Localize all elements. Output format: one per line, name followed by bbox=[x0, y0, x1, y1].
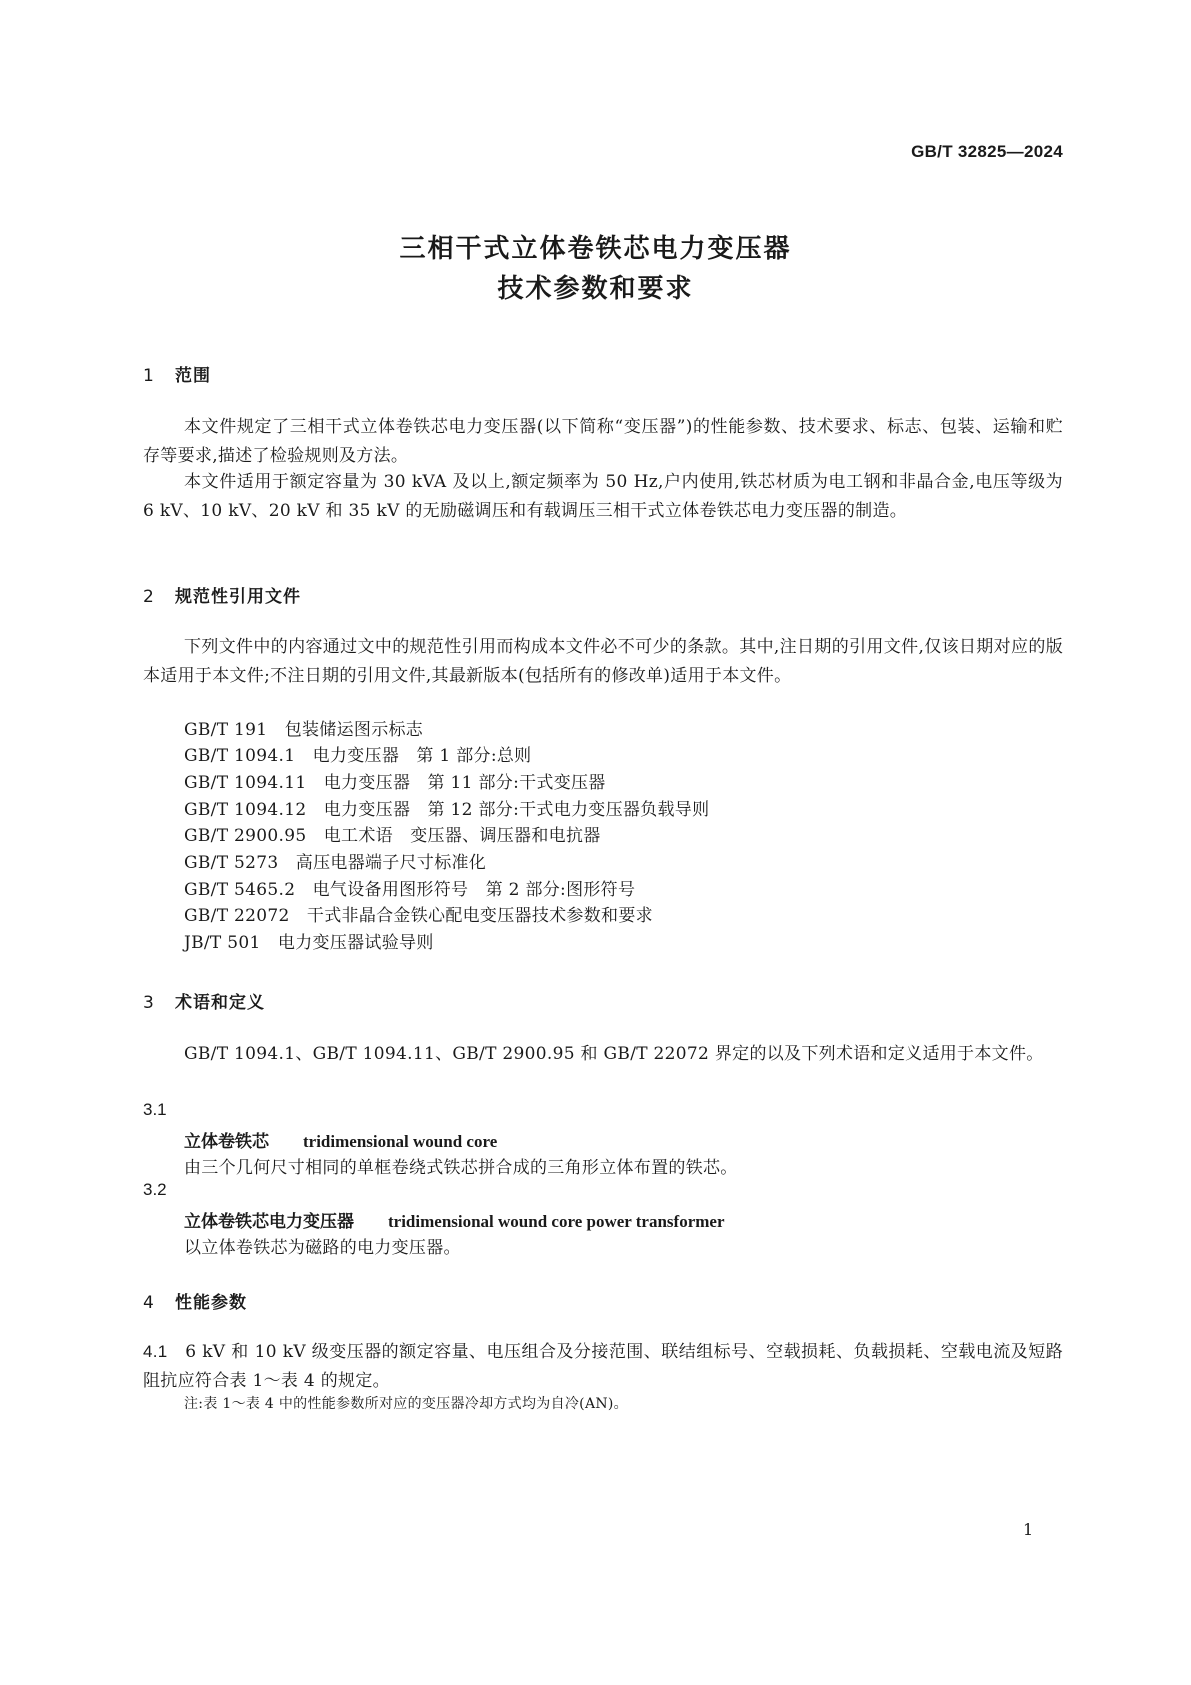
document-title-line2: 技术参数和要求 bbox=[497, 274, 694, 304]
section-number: 2 bbox=[143, 587, 155, 607]
term-zh: 立体卷铁芯 bbox=[184, 1132, 269, 1152]
term-heading bbox=[184, 1207, 725, 1232]
section-1-paragraph-1: 本文件规定了三相干式立体卷铁芯电力变压器(以下简称“变压器”)的性能参数、技术要求、标志、包装、运输和贮存等要求,描述了检验规则及方法。 bbox=[143, 417, 1063, 466]
section-title: 范围 bbox=[175, 366, 211, 386]
reference-item: GB/T 5273 高压电器端子尺寸标准化 bbox=[184, 853, 487, 873]
term-en: tridimensional wound core power transformer bbox=[388, 1212, 725, 1231]
reference-item: GB/T 191 包装储运图示标志 bbox=[184, 720, 424, 740]
reference-item: JB/T 501 电力变压器试验导则 bbox=[184, 933, 434, 953]
term-en: tridimensional wound core bbox=[303, 1132, 498, 1151]
section-title: 规范性引用文件 bbox=[175, 587, 301, 607]
reference-item: GB/T 1094.11 电力变压器 第 11 部分:干式变压器 bbox=[184, 773, 606, 793]
document-title-line1: 三相干式立体卷铁芯电力变压器 bbox=[399, 234, 792, 264]
section-3-intro: GB/T 1094.1、GB/T 1094.11、GB/T 2900.95 和 GB/T 22072 界定的以及下列术语和定义适用于本文件。 bbox=[184, 1044, 1044, 1064]
clause-number: 4.1 bbox=[143, 1342, 168, 1361]
clause-text: 6 kV 和 10 kV 级变压器的额定容量、电压组合及分接范围、联结组标号、空载损耗、负载损耗、空载电流及短路阻抗应符合表 1～表 4 的规定。 bbox=[143, 1342, 1063, 1391]
term-definition: 以立体卷铁芯为磁路的电力变压器。 bbox=[184, 1238, 461, 1258]
section-2-heading bbox=[143, 582, 301, 607]
term-zh: 立体卷铁芯电力变压器 bbox=[184, 1212, 354, 1232]
clause-4-1 bbox=[143, 1337, 1063, 1396]
section-2-intro: 下列文件中的内容通过文中的规范性引用而构成本文件必不可少的条款。其中,注日期的引用文件,仅该日期对应的版本适用于本文件;不注日期的引用文件,其最新版本(包括所有的修改单)适用于本文件。 bbox=[143, 637, 1063, 686]
section-4-heading bbox=[143, 1288, 247, 1313]
page-number: 1 bbox=[1023, 1520, 1034, 1539]
section-3-heading bbox=[143, 988, 265, 1013]
reference-item: GB/T 5465.2 电气设备用图形符号 第 2 部分:图形符号 bbox=[184, 880, 636, 900]
term-definition: 由三个几何尺寸相同的单框卷绕式铁芯拼合成的三角形立体布置的铁芯。 bbox=[184, 1158, 738, 1178]
section-title: 性能参数 bbox=[175, 1293, 247, 1313]
reference-item: GB/T 1094.12 电力变压器 第 12 部分:干式电力变压器负载导则 bbox=[184, 800, 710, 820]
reference-item: GB/T 2900.95 电工术语 变压器、调压器和电抗器 bbox=[184, 826, 601, 846]
reference-item: GB/T 1094.1 电力变压器 第 1 部分:总则 bbox=[184, 746, 532, 766]
section-1-heading bbox=[143, 361, 211, 386]
section-number: 3 bbox=[143, 993, 155, 1013]
term-number: 3.2 bbox=[143, 1180, 167, 1199]
document-code: GB/T 32825—2024 bbox=[911, 142, 1063, 161]
reference-item: GB/T 22072 干式非晶合金铁心配电变压器技术参数和要求 bbox=[184, 906, 653, 926]
table-note: 注:表 1～表 4 中的性能参数所对应的变压器冷却方式均为自冷(AN)。 bbox=[184, 1396, 628, 1412]
section-title: 术语和定义 bbox=[175, 993, 265, 1013]
section-number: 1 bbox=[143, 366, 155, 386]
term-heading bbox=[184, 1127, 497, 1152]
term-number: 3.1 bbox=[143, 1100, 167, 1119]
section-number: 4 bbox=[143, 1293, 155, 1313]
section-1-paragraph-2: 本文件适用于额定容量为 30 kVA 及以上,额定频率为 50 Hz,户内使用,铁芯材质为电工钢和非晶合金,电压等级为 6 kV、10 kV、20 kV 和 35 kV 的无励磁调压和有载调压三相干式立体卷铁芯电力变压器的制造。 bbox=[143, 472, 1063, 521]
